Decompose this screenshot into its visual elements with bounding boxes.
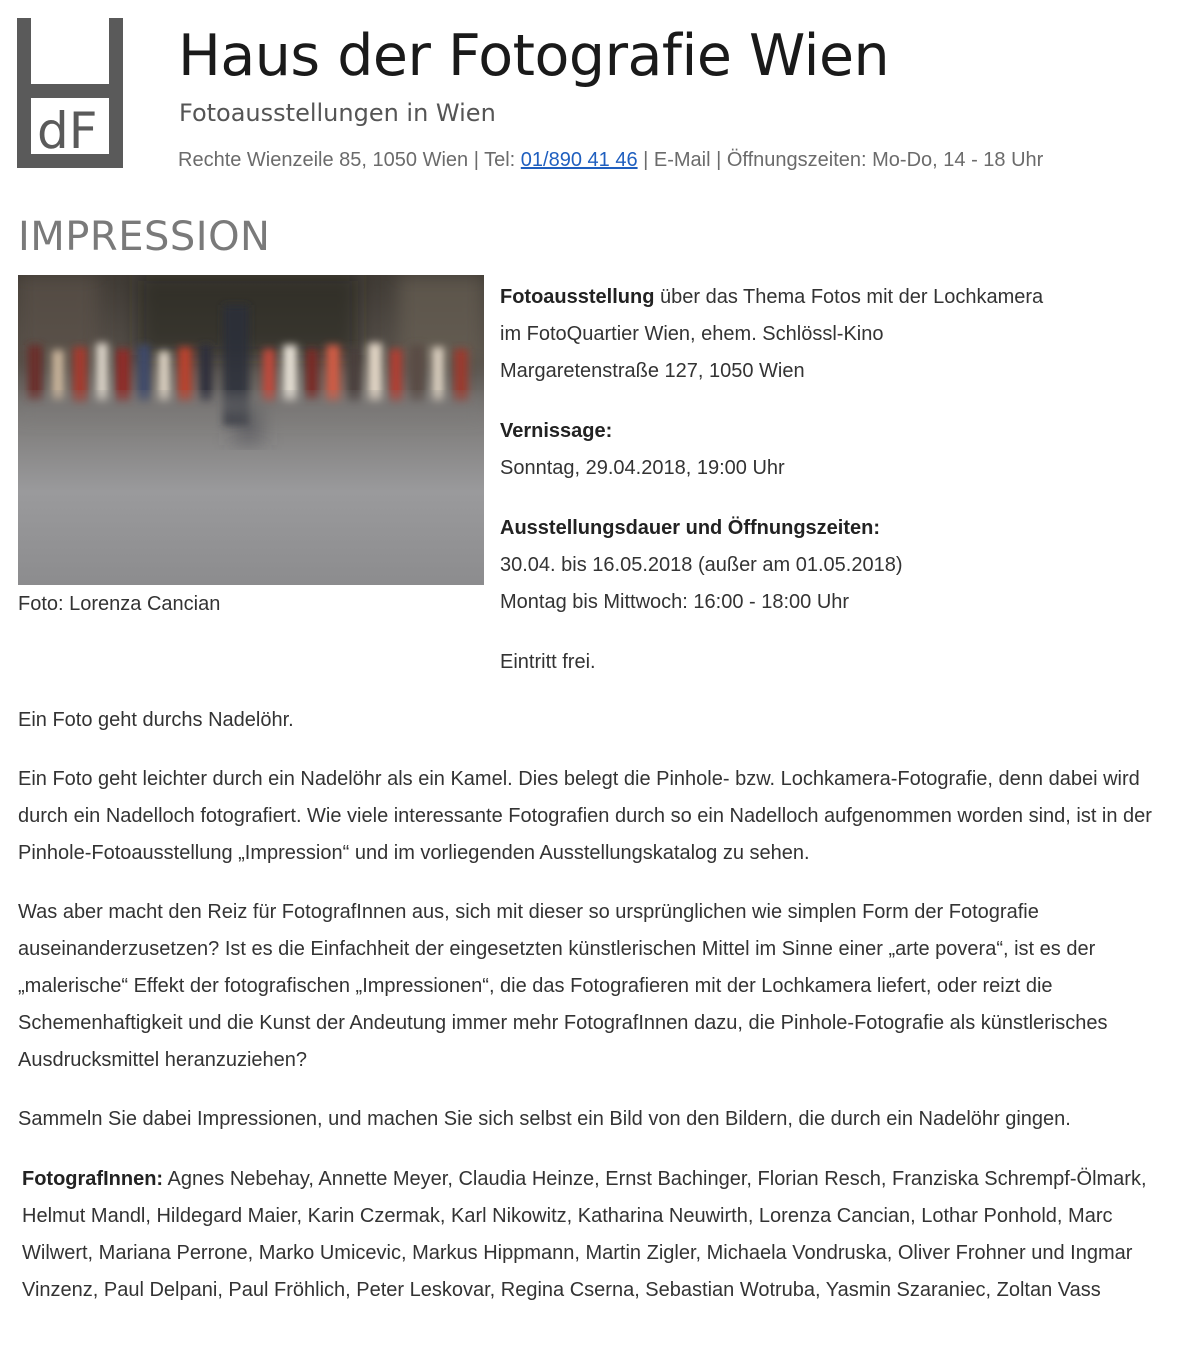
duration-label: Ausstellungsdauer und Öffnungszeiten: xyxy=(500,517,881,539)
address-text: Rechte Wienzeile 85, 1050 Wien | Tel: xyxy=(178,149,521,171)
site-title[interactable]: Haus der Fotografie Wien xyxy=(178,23,890,89)
duration-hours: Montag bis Mittwoch: 16:00 - 18:00 Uhr xyxy=(500,591,850,613)
vernissage-date: Sonntag, 29.04.2018, 19:00 Uhr xyxy=(500,457,785,479)
body-paragraph-4: Sammeln Sie dabei Impressionen, und machen Sie sich selbst ein Bild von den Bildern, die durch ein Nadelöhr gingen. xyxy=(18,1108,1071,1130)
contact-info-line xyxy=(178,146,1043,174)
venue-line: im FotoQuartier Wien, ehem. Schlössl-Kino xyxy=(500,323,884,345)
street-line: Margaretenstraße 127, 1050 Wien xyxy=(500,360,805,382)
site-subtitle: Fotoausstellungen in Wien xyxy=(179,99,496,127)
email-and-hours-text: | E-Mail | Öffnungszeiten: Mo-Do, 14 - 18 Uhr xyxy=(637,149,1044,171)
vernissage-label: Vernissage: xyxy=(500,420,613,442)
page-title: IMPRESSION xyxy=(18,214,271,260)
phone-link[interactable]: 01/890 41 46 xyxy=(520,149,638,171)
body-paragraph-3: Was aber macht den Reiz für FotografInnen aus, sich mit dieser so ursprünglichen wie simplen Form der Fotografie auseinanderzusetzen? Ist es die Einfachheit der eingesetzten künstlerischen Mittel im Sinne einer „arte povera“, ist es der „malerische“ Effekt der fotografischen „Impressionen“, die das Fotografieren mit der Lochkamera liefert, oder reizt die Schemenhaftigkeit und die Kunst der Andeutung immer mehr FotografInnen dazu, die Pinhole-Fotografie als künstlerisches Ausdrucksmittel heranzuziehen? xyxy=(18,901,1108,1071)
body-paragraph-1: Ein Foto geht durchs Nadelöhr. xyxy=(18,709,294,731)
exhibition-details xyxy=(500,279,1180,681)
duration-dates: 30.04. bis 16.05.2018 (außer am 01.05.2018) xyxy=(500,554,903,576)
article-body xyxy=(18,702,1188,1160)
intro-label: Fotoausstellung xyxy=(500,286,655,308)
photographers-names: Agnes Nebehay, Annette Meyer, Claudia Heinze, Ernst Bachinger, Florian Resch, Franziska Schrempf-Ölmark, Helmut Mandl, Hildegard Maier, Karin Czermak, Karl Nikowitz, Katharina Neuwirth, Lorenza Cancian, Lothar Ponhold, Marc Wilwert, Mariana Perrone, Marko Umicevic, Markus Hippmann, Martin Zigler, Michaela Vondruska, Oliver Frohner und Ingmar Vinzenz, Paul Delpani, Paul Fröhlich, Peter Leskovar, Regina Cserna, Sebastian Wotruba, Yasmin Szaraniec, Zoltan Vass xyxy=(22,1168,1147,1301)
admission-text: Eintritt frei. xyxy=(500,651,596,673)
photographers-label: FotografInnen: xyxy=(22,1168,164,1190)
photo-caption: Foto: Lorenza Cancian xyxy=(18,593,221,615)
logo-letters: dF xyxy=(37,102,98,160)
body-paragraph-2: Ein Foto geht leichter durch ein Nadelöhr als ein Kamel. Dies belegt die Pinhole- bzw. Lochkamera-Fotografie, denn dabei wird durch ein Nadelloch fotografiert. Wie viele interessante Fotografien durch so ein Nadelloch aufgenommen worden sind, ist in der Pinhole-Fotoausstellung „Impression“ und im vorliegenden Ausstellungskatalog zu sehen. xyxy=(18,768,1152,864)
exhibition-photo xyxy=(18,275,484,585)
intro-line xyxy=(500,279,1180,316)
intro-text: über das Thema Fotos mit der Lochkamera xyxy=(654,286,1044,308)
hdf-logo[interactable] xyxy=(17,18,125,168)
photographers-list xyxy=(22,1161,1187,1309)
